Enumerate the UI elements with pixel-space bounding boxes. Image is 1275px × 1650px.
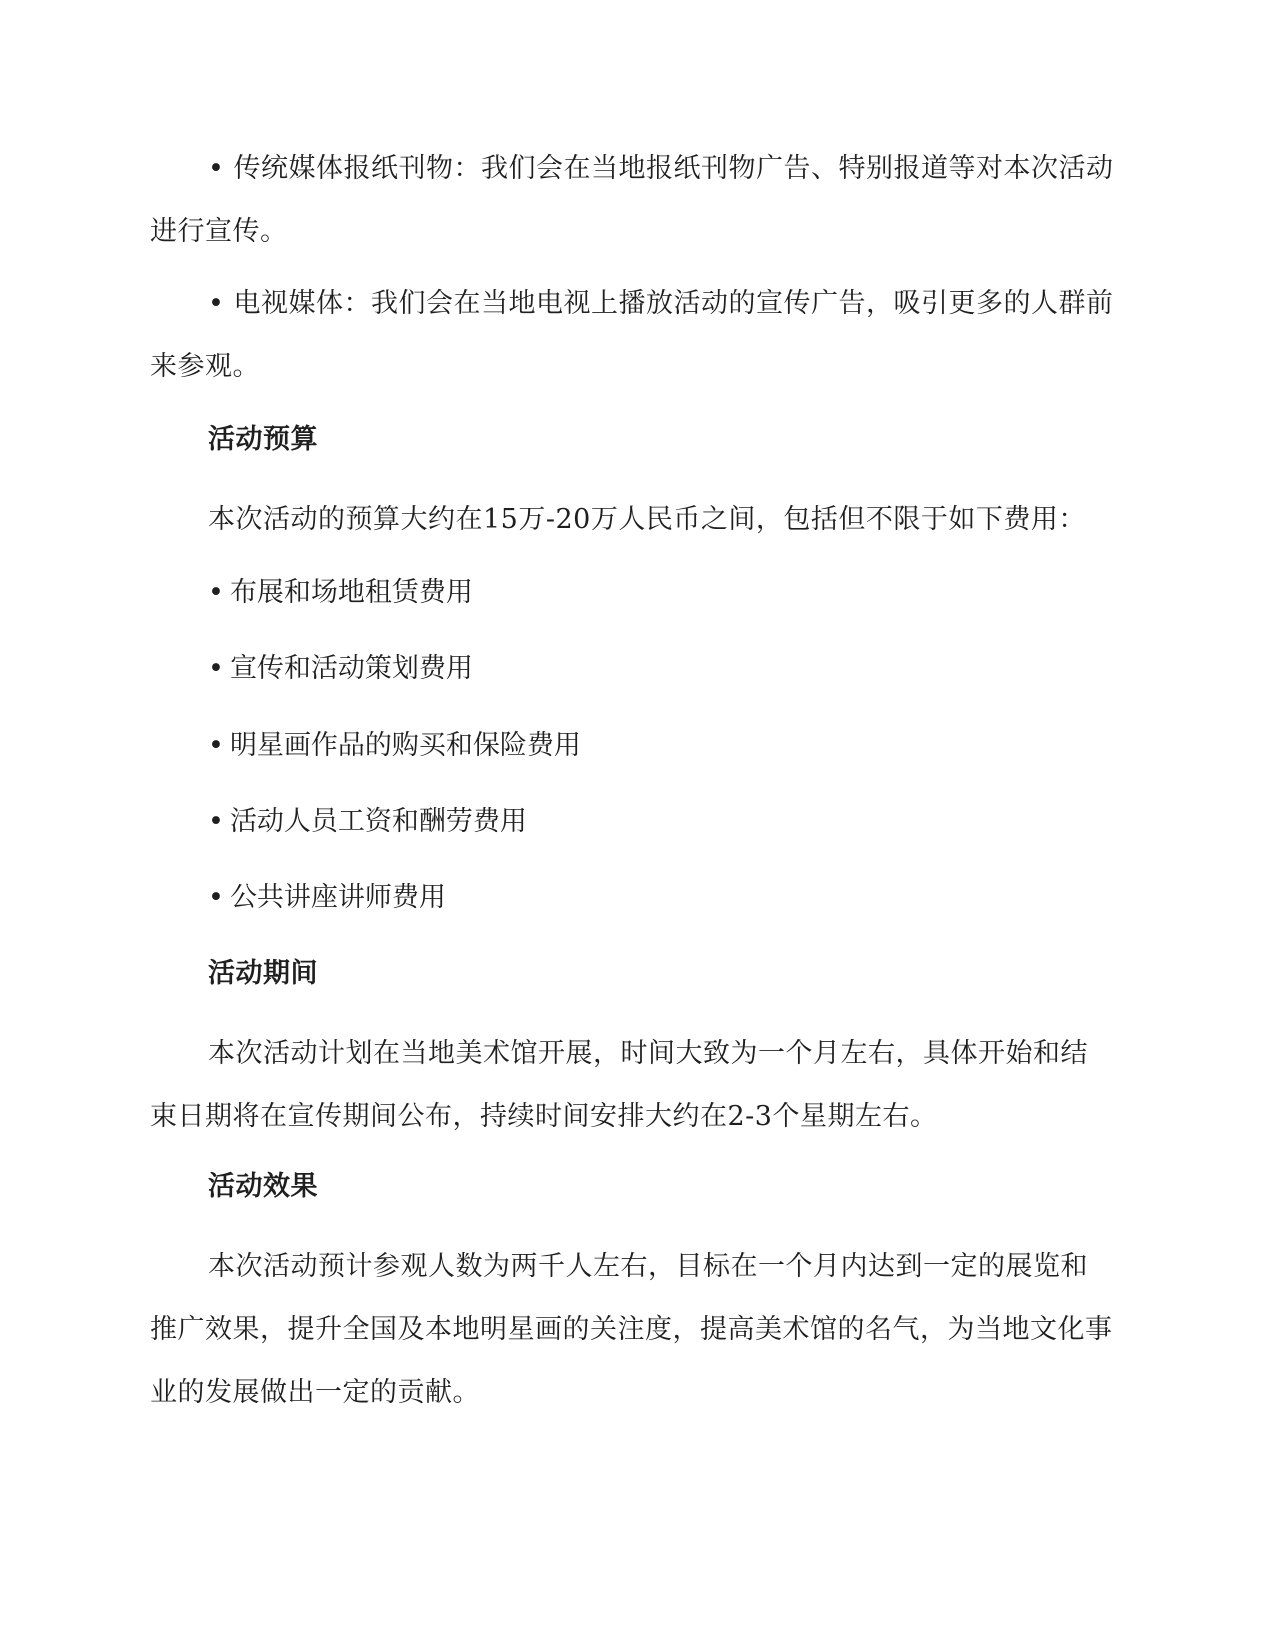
period-text: 本次活动计划在当地美术馆开展，时间大致为一个月左右，具体开始和结束日期将在宣传期间公布，持续时间安排大约在2-3个星期左右。 bbox=[150, 1038, 1088, 1132]
effect-text: 本次活动预计参观人数为两千人左右，目标在一个月内达到一定的展览和推广效果，提升全国及本地明星画的关注度，提高美术馆的名气，为当地文化事业的发展做出一定的贡献。 bbox=[150, 1251, 1113, 1408]
heading-effect: 活动效果 bbox=[208, 1171, 318, 1202]
budget-item-label: 活动人员工资和酬劳费用 bbox=[229, 806, 527, 837]
budget-item bbox=[150, 573, 1115, 613]
budget-intro: 本次活动的预算大约在15万-20万人民币之间，包括但不限于如下费用： bbox=[208, 504, 1086, 535]
budget-item-label: 布展和场地租赁费用 bbox=[229, 577, 473, 608]
bullet-icon: • bbox=[208, 882, 224, 913]
budget-item bbox=[150, 878, 1115, 918]
bullet-icon: • bbox=[208, 577, 224, 608]
budget-item bbox=[150, 726, 1115, 766]
bullet-icon: • bbox=[208, 730, 224, 761]
heading-budget: 活动预算 bbox=[208, 424, 318, 455]
paragraph-tv-media: • 电视媒体：我们会在当地电视上播放活动的宣传广告，吸引更多的人群前来参观。 bbox=[150, 288, 1114, 382]
budget-item-label: 宣传和活动策划费用 bbox=[229, 653, 473, 684]
bullet-icon: • bbox=[208, 653, 224, 684]
budget-item bbox=[150, 649, 1115, 689]
budget-item-label: 公共讲座讲师费用 bbox=[229, 882, 446, 913]
heading-period: 活动期间 bbox=[208, 958, 318, 989]
bullet-icon: • bbox=[208, 806, 224, 837]
paragraph-print-media: • 传统媒体报纸刊物：我们会在当地报纸刊物广告、特别报道等对本次活动进行宣传。 bbox=[150, 153, 1114, 247]
budget-item-label: 明星画作品的购买和保险费用 bbox=[229, 730, 581, 761]
budget-item bbox=[150, 802, 1115, 842]
